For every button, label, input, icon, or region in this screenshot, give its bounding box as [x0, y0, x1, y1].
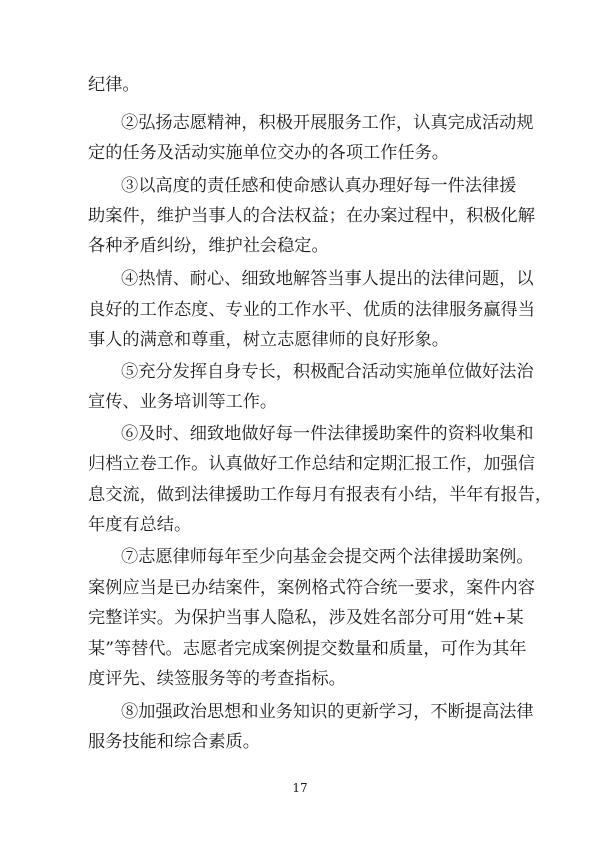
text-line: 息交流，做到法律援助工作每月有报表有小结，半年有报告，: [88, 485, 553, 505]
text-line: ⑤充分发挥自身专长，积极配合活动实施单位做好法治: [121, 362, 534, 382]
text-line: 事人的满意和尊重，树立志愿律师的良好形象。: [88, 330, 449, 350]
text-line: 各种矛盾纠纷，维护社会稳定。: [88, 236, 329, 256]
text-line: ⑥及时、细致地做好每一件法律援助案件的资料收集和: [121, 424, 534, 444]
text-line: ②弘扬志愿精神，积极开展服务工作，认真完成活动规: [121, 113, 534, 133]
text-line: 助案件，维护当事人的合法权益；在办案过程中，积极化解: [88, 206, 535, 226]
text-line: 定的任务及活动实施单位交办的各项工作任务。: [88, 143, 449, 163]
text-line: 纪律。: [88, 75, 140, 95]
text-line: 宣传、业务培训等工作。: [88, 392, 278, 412]
text-line: 良好的工作态度、专业的工作水平、优质的法律服务赢得当: [88, 300, 535, 320]
text-line: 年度有总结。: [88, 515, 192, 535]
text-line: ⑧加强政治思想和业务知识的更新学习，不断提高法律: [121, 702, 534, 722]
text-line: 度评先、续签服务等的考查指标。: [88, 669, 346, 689]
text-line: 服务技能和综合素质。: [88, 732, 260, 752]
page-number: 17: [292, 781, 308, 795]
text-line: 某”等替代。志愿者完成案例提交数量和质量，可作为其年: [88, 639, 527, 659]
text-line: 完整详实。为保护当事人隐私，涉及姓名部分可用“姓+某: [88, 608, 524, 628]
text-line: ④热情、耐心、细致地解答当事人提出的法律问题，以: [121, 269, 534, 289]
text-line: 归档立卷工作。认真做好工作总结和定期汇报工作，加强信: [88, 454, 535, 474]
text-line: ⑦志愿律师每年至少向基金会提交两个法律援助案例。: [121, 547, 534, 567]
text-line: 案例应当是已办结案件，案例格式符合统一要求，案件内容: [88, 578, 535, 598]
text-line: ③以高度的责任感和使命感认真办理好每一件法律援: [121, 176, 517, 196]
